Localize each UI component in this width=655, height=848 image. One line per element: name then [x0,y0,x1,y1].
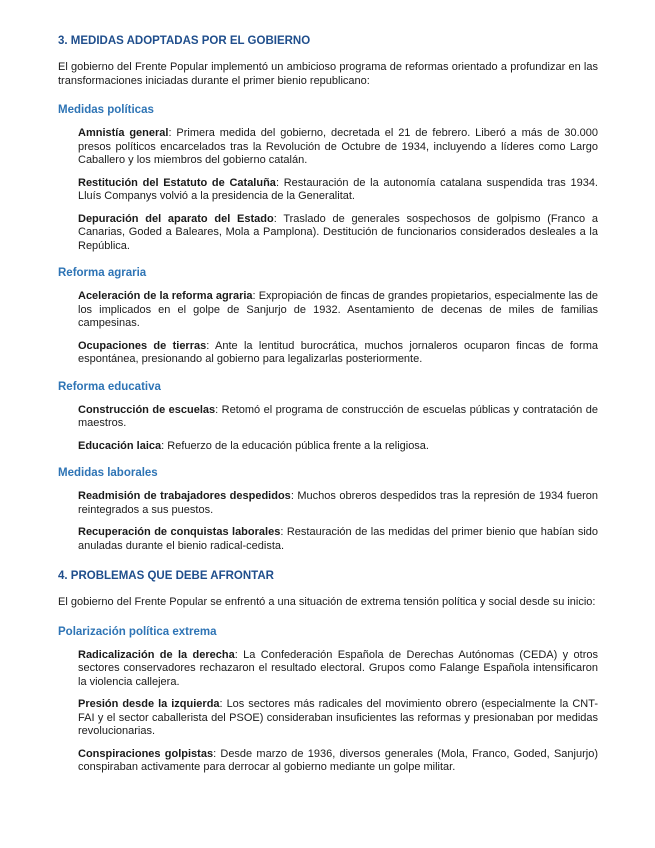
list-item [78,526,598,553]
section-4-title: 4. PROBLEMAS QUE DEBE AFRONTAR [58,570,274,582]
item-text: : La Confederación Española de Derechas Autónomas (CEDA) y otros sectores conservadores rechazaron el resultado electoral. Grupos como Falange Española intensificaron la violencia callejera. [78,648,598,688]
list-item [78,748,598,775]
item-text: : Restauración de las medidas del primer bienio que habían sido anuladas durante el bienio radical-cedista. [78,526,598,552]
item-text: : Retomó el programa de construcción de escuelas públicas y contratación de maestros. [78,403,598,429]
section-3-title: 3. MEDIDAS ADOPTADAS POR EL GOBIERNO [58,35,311,47]
list-item [78,177,598,204]
subsection-title: Medidas laborales [58,467,158,479]
item-term: Construcción de escuelas [78,403,216,416]
document-page [58,34,598,791]
subsection-medidas-laborales [58,466,598,553]
section-3-intro: El gobierno del Frente Popular implementó un ambicioso programa de reformas orientado a profundizar en las transformaciones iniciadas durante el primer bienio republicano: [58,61,598,87]
section-4 [58,569,598,775]
subsection-title: Medidas políticas [58,104,154,116]
item-term: Conspiraciones golpistas [78,747,214,760]
list-item [78,213,598,254]
item-text: : Traslado de generales sospechosos de golpismo (Franco a Canarias, Goded a Baleares, Mola a Pamplona). Destitución de funcionarios considerados desleales a la República. [78,212,598,252]
item-text: : Desde marzo de 1936, diversos generales (Mola, Franco, Goded, Sanjurjo) conspiraban activamente para derrocar al gobierno mediante un golpe militar. [78,747,598,773]
list-item [78,290,598,331]
list-item [78,404,598,431]
list-item [78,127,598,168]
item-term: Restitución del Estatuto de Cataluña [78,176,276,189]
item-text: : Los sectores más radicales del movimiento obrero (especialmente la CNT-FAI y el sector caballerista del PSOE) consideraban insuficientes las reformas y presionaban por medidas revolucionarias. [78,698,598,737]
item-text: : Restauración de la autonomía catalana suspendida tras 1934. Lluís Companys volvió a la presidencia de la Generalitat. [78,176,598,202]
item-text: : Ante la lentitud burocrática, muchos jornaleros ocuparon fincas de forma espontánea, presionando al gobierno para legalizarlas posteriormente. [78,339,598,365]
item-term: Readmisión de trabajadores despedidos [78,490,291,502]
item-term: Presión desde la izquierda [78,698,220,710]
item-text: : Refuerzo de la educación pública frente a la religiosa. [161,439,429,452]
list-item [78,340,598,367]
subsection-title: Reforma educativa [58,380,161,393]
list-item [78,440,598,454]
subsection-medidas-politicas [58,103,598,253]
section-3 [58,34,598,553]
item-term: Amnistía general [78,127,169,139]
subsection-reforma-agraria [58,266,598,367]
subsection-reforma-educativa [58,380,598,454]
subsection-polarizacion [58,625,598,775]
item-term: Aceleración de la reforma agraria [78,290,253,302]
subsection-title: Polarización política extrema [58,625,217,638]
list-item [78,490,598,517]
subsection-title: Reforma agraria [58,267,147,279]
item-term: Depuración del aparato del Estado [78,212,274,225]
item-term: Recuperación de conquistas laborales [78,526,281,538]
item-term: Educación laica [78,439,162,452]
item-term: Radicalización de la derecha [78,648,235,661]
list-item [78,649,598,690]
list-item [78,698,598,739]
section-4-intro: El gobierno del Frente Popular se enfrentó a una situación de extrema tensión política y social desde su inicio: [58,596,596,608]
item-term: Ocupaciones de tierras [78,339,207,352]
item-text: : Muchos obreros despedidos tras la represión de 1934 fueron reintegrados a sus puestos. [78,490,598,516]
item-text: : Expropiación de fincas de grandes propietarios, especialmente las de los implicados en el golpe de Sanjurjo de 1932. Asentamiento de decenas de miles de familias campesinas. [78,290,599,329]
item-text: : Primera medida del gobierno, decretada el 21 de febrero. Liberó a más de 30.000 presos políticos encarcelados tras la Revolución de Octubre de 1934, incluyendo a líderes como Largo Caballero y los miembros del gobierno catalán. [78,127,598,166]
